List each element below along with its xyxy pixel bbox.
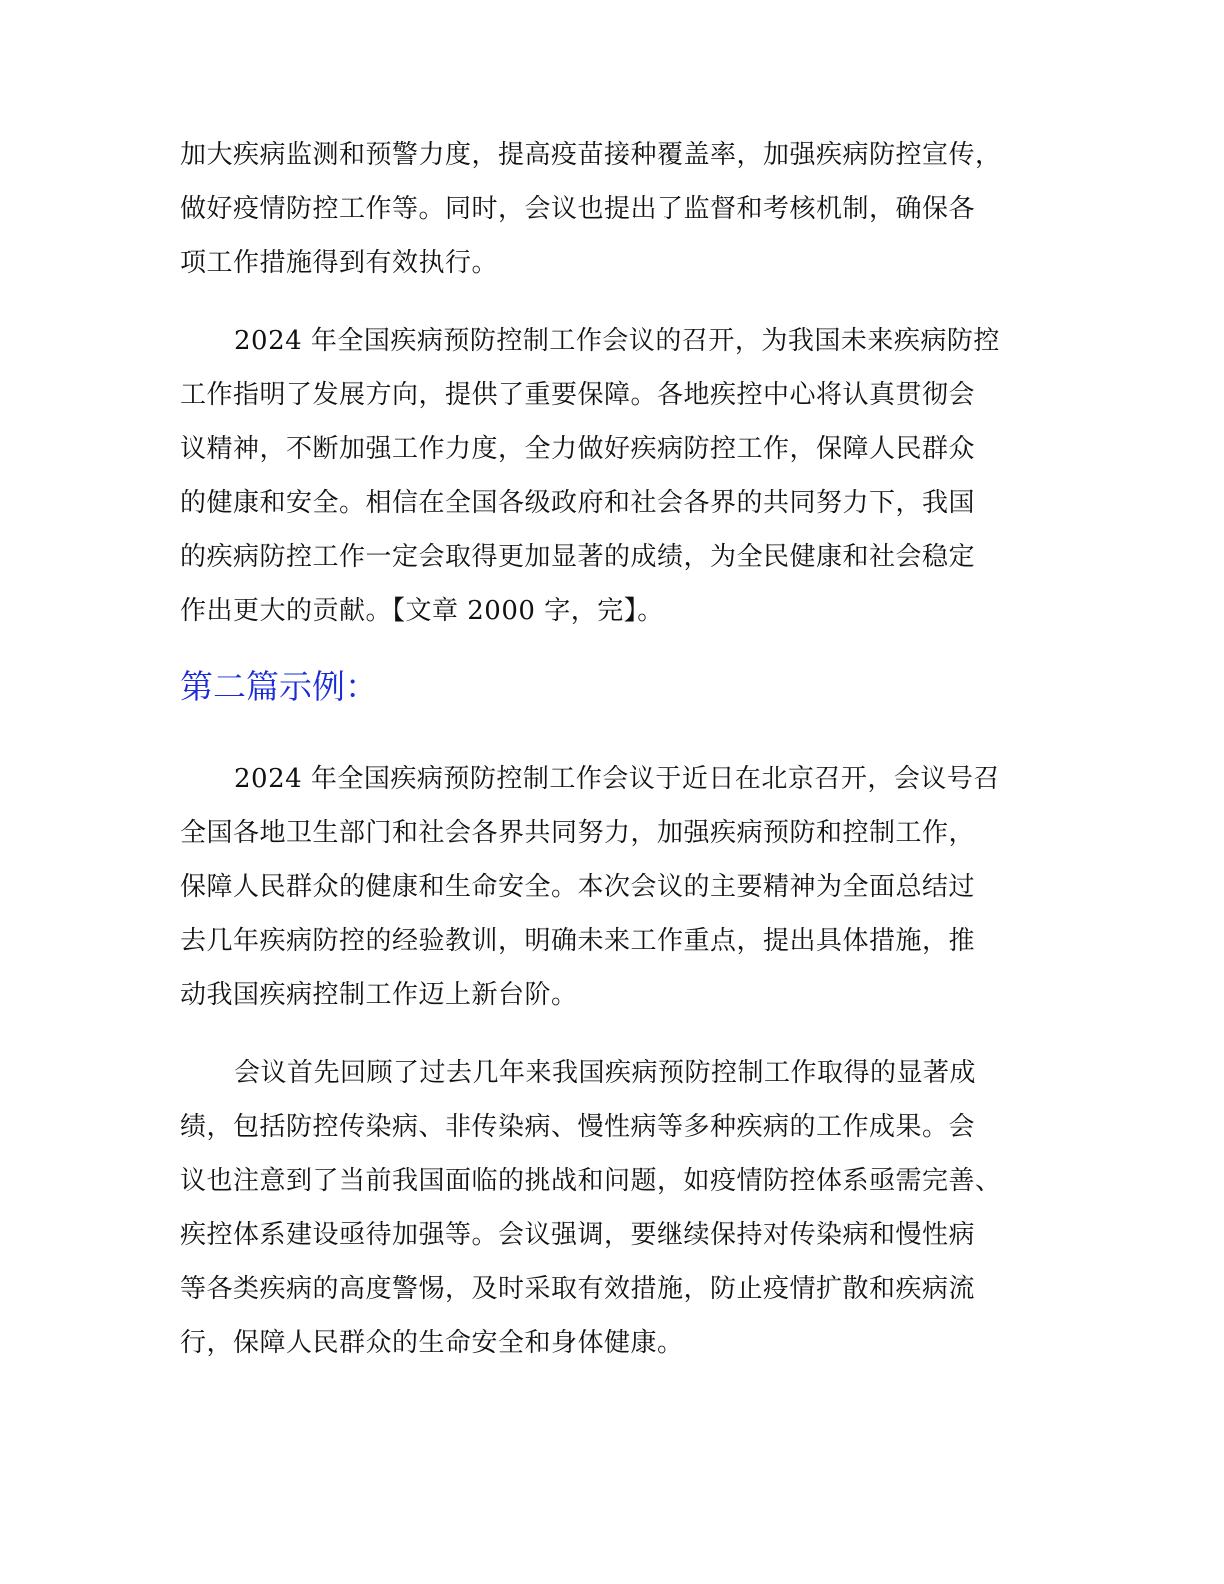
section-heading: 第二篇示例：: [180, 667, 378, 706]
paragraph-line: 议精神，不断加强工作力度，全力做好疾病防控工作，保障人民群众: [180, 434, 976, 464]
paragraph-line: 去几年疾病防控的经验教训，明确未来工作重点，提出具体措施，推: [180, 926, 976, 956]
paragraph-1: [180, 128, 1060, 290]
paragraph-line: 全国各地卫生部门和社会各界共同努力，加强疾病预防和控制工作，: [180, 818, 976, 848]
paragraph-line: 保障人民群众的健康和生命安全。本次会议的主要精神为全面总结过: [180, 872, 976, 902]
paragraph-line: 作出更大的贡献。【文章 2000 字，完】。: [180, 596, 664, 626]
paragraph-line: 工作指明了发展方向，提供了重要保障。各地疾控中心将认真贯彻会: [180, 380, 976, 410]
paragraph-line: 的健康和安全。相信在全国各级政府和社会各界的共同努力下，我国: [180, 488, 976, 518]
paragraph-line: 行，保障人民群众的生命安全和身体健康。: [180, 1328, 684, 1358]
paragraph-line: 议也注意到了当前我国面临的挑战和问题，如疫情防控体系亟需完善、: [180, 1166, 1002, 1196]
paragraph-line: 疾控体系建设亟待加强等。会议强调，要继续保持对传染病和慢性病: [180, 1220, 976, 1250]
paragraph-line: 加大疾病监测和预警力度，提高疫苗接种覆盖率，加强疾病防控宣传，: [180, 140, 1002, 170]
paragraph-line: 的疾病防控工作一定会取得更加显著的成绩，为全民健康和社会稳定: [180, 542, 976, 572]
paragraph-4: [180, 1046, 1060, 1370]
paragraph-line: 等各类疾病的高度警惕，及时采取有效措施，防止疫情扩散和疾病流: [180, 1274, 976, 1304]
paragraph-line: 项工作措施得到有效执行。: [180, 248, 499, 278]
paragraph-line: 绩，包括防控传染病、非传染病、慢性病等多种疾病的工作成果。会: [180, 1112, 976, 1142]
paragraph-2: [180, 314, 1060, 638]
paragraph-line: 会议首先回顾了过去几年来我国疾病预防控制工作取得的显著成: [234, 1058, 977, 1088]
paragraph-line: 动我国疾病控制工作迈上新台阶。: [180, 980, 578, 1010]
paragraph-3: [180, 752, 1060, 1022]
paragraph-line: 2024 年全国疾病预防控制工作会议于近日在北京召开，会议号召: [234, 764, 1000, 794]
paragraph-line: 做好疫情防控工作等。同时，会议也提出了监督和考核机制，确保各: [180, 194, 976, 224]
paragraph-line: 2024 年全国疾病预防控制工作会议的召开，为我国未来疾病防控: [234, 326, 1000, 356]
